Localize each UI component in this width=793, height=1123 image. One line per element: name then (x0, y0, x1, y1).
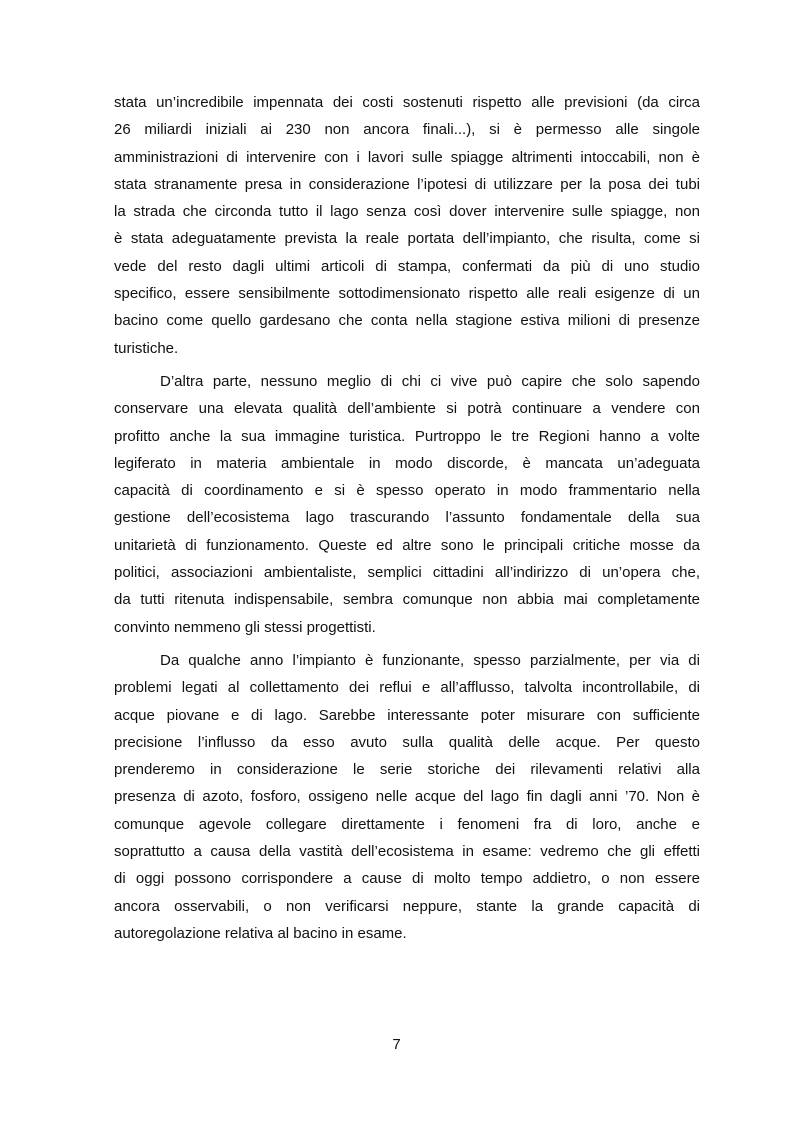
body-text (114, 89, 700, 947)
text-line: amministrazioni di intervenire con i lavori sulle spiagge altrimenti intoccabili, non è (114, 148, 700, 166)
text-line: turistiche. (114, 339, 179, 357)
text-line: D’altra parte, nessuno meglio di chi ci vive può capire che solo sapendo (160, 372, 700, 390)
text-line: prenderemo in considerazione le serie storiche dei rilevamenti relativi alla (114, 761, 700, 779)
text-line: di oggi possono corrispondere a cause di molto tempo addietro, o non essere (114, 870, 700, 888)
text-line: profitto anche la sua immagine turistica. Purtroppo le tre Regioni hanno a volte (114, 427, 700, 445)
text-line: stata stranamente presa in considerazione l’ipotesi di utilizzare per la posa dei tubi (114, 175, 700, 193)
text-line: conservare una elevata qualità dell’ambiente si potrà continuare a vendere con (114, 400, 700, 418)
text-line: precisione l’influsso da esso avuto sulla qualità delle acque. Per questo (114, 733, 700, 751)
text-line: convinto nemmeno gli stessi progettisti. (114, 618, 376, 636)
page-number: 7 (392, 1036, 401, 1053)
text-line: problemi legati al collettamento dei reflui e all’afflusso, talvolta incontrollabile, di (114, 679, 700, 697)
text-line: vede del resto dagli ultimi articoli di stampa, confermati da più di uno studio (114, 257, 700, 275)
text-line: la strada che circonda tutto il lago senza così dover intervenire sulle spiagge, non (114, 203, 700, 221)
text-line: bacino come quello gardesano che conta nella stagione estiva milioni di presenze (114, 312, 700, 330)
text-line: gestione dell’ecosistema lago trascurando l’assunto fondamentale della sua (114, 509, 700, 527)
text-line: ancora osservabili, o non verificarsi neppure, stante la grande capacità di (114, 897, 700, 915)
text-line: politici, associazioni ambientaliste, semplici cittadini all’indirizzo di un’opera che, (114, 564, 700, 582)
text-line: Da qualche anno l’impianto è funzionante, spesso parzialmente, per via di (160, 651, 700, 669)
text-line: specifico, essere sensibilmente sottodimensionato rispetto alle reali esigenze di un (114, 285, 700, 303)
text-line: è stata adeguatamente prevista la reale portata dell’impianto, che risulta, come si (114, 230, 700, 248)
paragraph-3 (114, 647, 700, 947)
text-line: comunque agevole collegare direttamente i fenomeni fra di loro, anche e (114, 815, 700, 833)
text-line: legiferato in materia ambientale in modo discorde, è mancata un’adeguata (114, 454, 700, 472)
paragraph-2 (114, 368, 700, 641)
text-line: autoregolazione relativa al bacino in esame. (114, 924, 407, 942)
text-line: presenza di azoto, fosforo, ossigeno nelle acque del lago fin dagli anni ’70. Non è (114, 788, 700, 806)
text-line: unitarietà di funzionamento. Queste ed altre sono le principali critiche mosse da (114, 536, 700, 554)
text-line: stata un’incredibile impennata dei costi sostenuti rispetto alle previsioni (da circa (114, 94, 700, 111)
text-line: acque piovane e di lago. Sarebbe interessante poter misurare con sufficiente (114, 706, 700, 724)
paragraph-1 (114, 89, 700, 362)
text-line: 26 miliardi iniziali ai 230 non ancora finali...), si è permesso alle singole (114, 121, 700, 139)
text-line: da tutti ritenuta indispensabile, sembra comunque non abbia mai completamente (114, 591, 700, 609)
text-line: capacità di coordinamento e si è spesso operato in modo frammentario nella (114, 482, 700, 500)
text-line: soprattutto a causa della vastità dell’ecosistema in esame: vedremo che gli effetti (114, 843, 700, 861)
